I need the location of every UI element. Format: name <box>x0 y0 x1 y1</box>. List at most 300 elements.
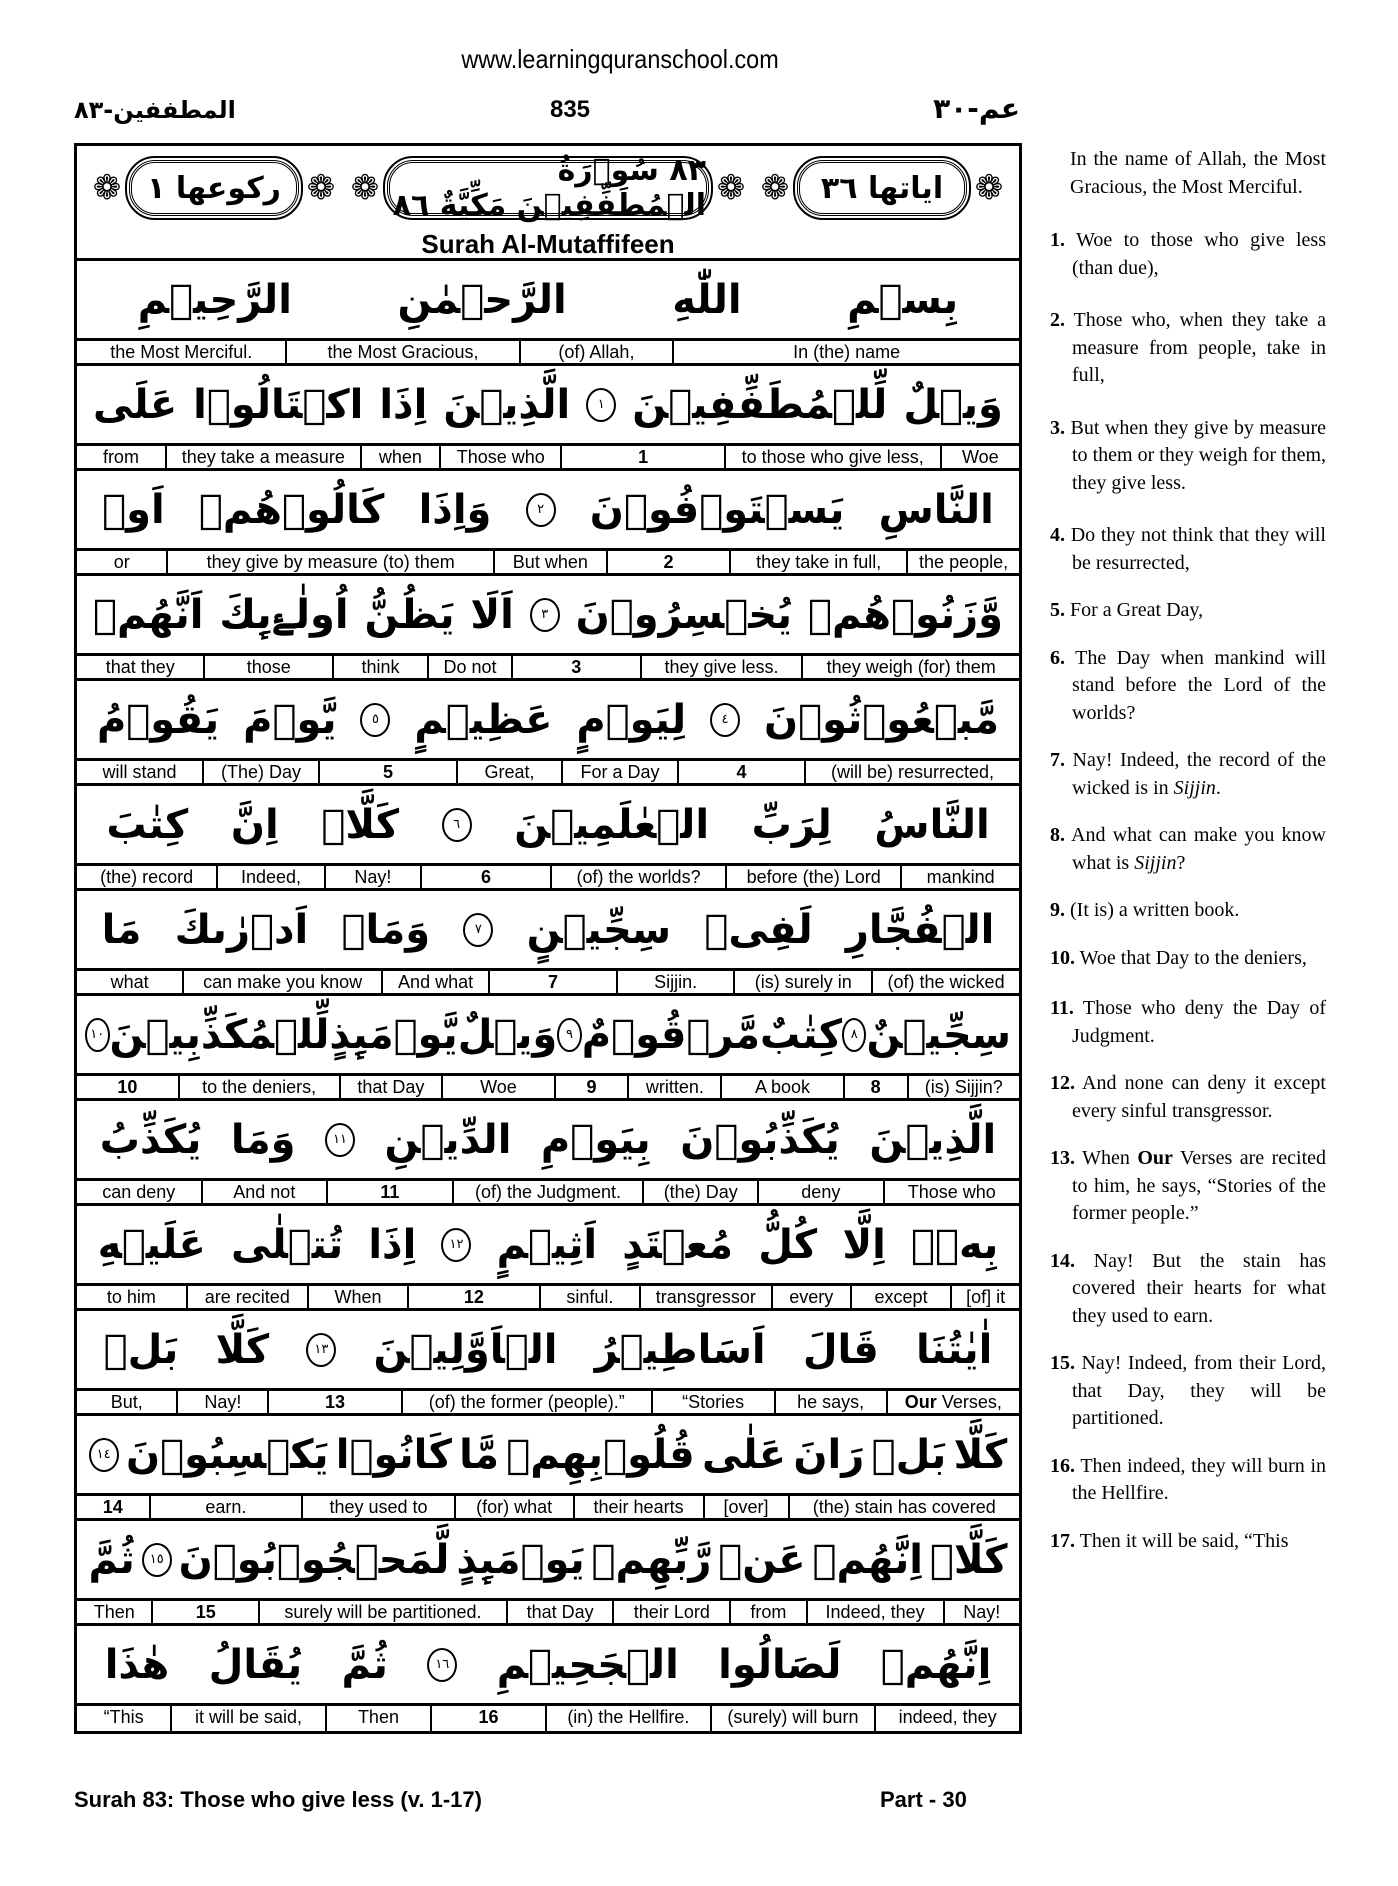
verse-translation <box>1050 597 1326 625</box>
arabic-word: وَمَاۤ <box>341 906 431 953</box>
arabic-word: كَلَّا <box>953 1431 1008 1478</box>
arabic-word: لِرَبِّ <box>751 801 832 848</box>
word-translation-cell: But when <box>493 551 606 573</box>
arabic-word: الۡجَحِيۡمِ <box>496 1641 679 1688</box>
verse-number: 16. <box>1050 1454 1075 1477</box>
word-translation-cell: their hearts <box>573 1496 703 1518</box>
ayah-end-marker-icon: ١٥ <box>142 1543 172 1577</box>
word-translation-cell: that Day <box>339 1076 442 1098</box>
verse-number: 12. <box>1050 1072 1075 1094</box>
ayah-end-marker-icon: ١١ <box>325 1123 355 1157</box>
arabic-word: اٰيٰتُنَا <box>915 1326 993 1373</box>
word-translation-cell: surely will be partitioned. <box>258 1601 506 1623</box>
word-translation-cell: those <box>203 656 332 678</box>
verse-translation <box>1050 645 1326 728</box>
arabic-word: الۡاَوَّلِيۡنَ <box>373 1326 558 1373</box>
verse-text: In the name of Allah, the Most Gracious, the Most Merciful. <box>1070 148 1326 198</box>
word-translation-cell: transgressor <box>639 1286 771 1308</box>
word-translation-cell: (will be) resurrected, <box>804 761 1019 783</box>
arabic-word: عَلَيۡهِ <box>97 1221 206 1268</box>
verse-translation <box>1050 747 1326 802</box>
arabic-word: يُكَذِّبُوۡنَ <box>680 1116 840 1163</box>
arabic-word: بِيَوۡمِ <box>540 1116 651 1163</box>
verse-number-cell: 8 <box>843 1076 907 1098</box>
arabic-row <box>77 261 1019 341</box>
word-translation-cell: are recited <box>186 1286 307 1308</box>
arabic-word: يُكَذِّبُ <box>99 1116 202 1163</box>
word-translation-cell: can make you know <box>182 971 381 993</box>
word-translation-cell: Woe <box>940 446 1019 468</box>
word-translation-cell: And what <box>381 971 488 993</box>
arabic-word: كَلَّا <box>215 1326 270 1373</box>
word-translation-cell: Do not <box>427 656 511 678</box>
word-translation-cell: earn. <box>149 1496 302 1518</box>
translation-row <box>77 446 1019 471</box>
arabic-word: قَالَ <box>802 1326 879 1373</box>
word-translation-cell: Indeed, they <box>806 1601 943 1623</box>
verse-translation <box>1050 897 1326 925</box>
arabic-word: الَّذِيۡنَ <box>443 381 571 428</box>
word-translation-cell: they take a measure <box>165 446 360 468</box>
translation-row <box>77 1496 1019 1521</box>
word-translation-cell: when <box>360 446 439 468</box>
arabic-word: اِذَا <box>379 381 428 428</box>
arabic-word: كَالُوۡهُمۡ <box>198 486 385 533</box>
arabic-word: لَفِىۡ <box>704 906 813 953</box>
word-translation-cell <box>886 1391 1019 1413</box>
verse-translation <box>1050 1145 1326 1228</box>
arabic-word: يَوۡمَٮِٕذٍ <box>456 1536 585 1583</box>
verse-number-cell: 9 <box>554 1076 628 1098</box>
word-translation-cell: (of) the wicked <box>871 971 1019 993</box>
word-by-word-table <box>74 143 1022 1734</box>
arabic-row <box>77 1626 1019 1706</box>
ayah-end-marker-icon: ٢ <box>526 493 556 527</box>
arabic-row <box>77 681 1019 761</box>
word-translation-cell: Sijjin. <box>616 971 733 993</box>
translation-row <box>77 866 1019 891</box>
word-translation-cell: before (the) Lord <box>725 866 900 888</box>
word-translation-cell: (the) record <box>100 867 194 887</box>
ayah-end-marker-icon: ١٣ <box>306 1333 336 1367</box>
word-translation-cell: (is) surely in <box>733 971 871 993</box>
word-translation-cell: the people, <box>906 551 1019 573</box>
verse-number-cell: 12 <box>407 1286 539 1308</box>
word-translation-cell: (of) the Judgment. <box>452 1181 643 1203</box>
word-translation-cell: they take in full, <box>729 551 906 573</box>
arabic-word: اكۡتَالُوۡا <box>193 381 364 428</box>
word-translation-cell: their Lord <box>612 1601 729 1623</box>
arabic-word: اُولٰۓٮِٕكَ <box>219 591 349 638</box>
arabic-word: عَظِيۡمٍ <box>414 696 553 743</box>
ruku-cartouche <box>129 160 299 216</box>
arabic-row <box>77 471 1019 551</box>
word-translation-cell: “This <box>103 1707 144 1727</box>
floral-ornament-icon: ❁ <box>716 170 746 207</box>
word-translation-cell: Woe <box>441 1076 553 1098</box>
verse-translation <box>1050 1453 1326 1508</box>
word-translation-cell: from <box>729 1601 805 1623</box>
verse-translation <box>1050 1528 1326 1556</box>
verse-text: For a Great Day, <box>1070 599 1204 621</box>
arabic-word: وَيۡلٌ <box>457 1011 558 1058</box>
arabic-word: يُقَالُ <box>208 1641 303 1688</box>
arabic-word: كَانُوۡا <box>335 1431 452 1478</box>
arabic-word: بَلۡ <box>103 1326 179 1373</box>
word-translation-cell: (the) Day <box>642 1181 757 1203</box>
ayah-end-marker-icon: ١٤ <box>89 1438 119 1472</box>
arabic-word: يَظُنُّ <box>364 591 455 638</box>
word-translation-cell: (in) the Hellfire. <box>545 1706 710 1731</box>
arabic-word: لَصَالُوا <box>718 1641 842 1688</box>
translation-row <box>77 1286 1019 1311</box>
word-translation-cell: written. <box>627 1076 720 1098</box>
word-translation-cell: to the deniers, <box>178 1076 339 1098</box>
arabic-row <box>77 366 1019 446</box>
arabic-word: بَلۡ <box>871 1431 947 1478</box>
verse-number: 8. <box>1050 824 1065 846</box>
verse-text: Nay! Indeed, the record of the wicked is in Sijjin. <box>1072 749 1326 799</box>
verse-text: But when they give by measure to them or they weigh for them, they give less. <box>1070 416 1326 494</box>
arabic-word: اَسَاطِيۡرُ <box>594 1326 766 1373</box>
arabic-word: رَّبِّهِمۡ <box>591 1536 712 1583</box>
verse-text: Woe to those who give less (than due), <box>1072 229 1327 279</box>
arabic-word: اِنَّ <box>230 801 279 848</box>
arabic-word: يَسۡتَوۡفُوۡنَ <box>589 486 845 533</box>
arabic-word: مَّا <box>459 1431 499 1478</box>
word-translation-cell: deny <box>757 1181 883 1203</box>
verse-number-cell: 13 <box>267 1391 400 1413</box>
verse-number: 15. <box>1050 1352 1075 1374</box>
basmala-translation <box>1050 146 1326 201</box>
verse-number: 1. <box>1050 229 1065 251</box>
translation-row <box>77 761 1019 786</box>
arabic-word: كَلَّاۤ <box>929 1536 1008 1583</box>
arabic-word: لِّلۡمُطَفِّفِيۡنَ <box>632 381 888 428</box>
word-translation-cell: from <box>102 447 139 467</box>
word-translation-cell: Indeed, <box>216 866 323 888</box>
arabic-word: الرَّحۡمٰنِ <box>397 276 567 323</box>
verse-text: And what can make you know what is Sijjin? <box>1071 824 1326 874</box>
verse-text: Do they not think that they will be resurrected, <box>1070 524 1326 574</box>
ayat-count: اياتها ٣٦ <box>820 170 944 206</box>
verse-number-cell: 2 <box>606 551 730 573</box>
verse-text: Then it will be said, “This <box>1079 1529 1289 1552</box>
verse-text: And none can deny it except every sinful transgressor. <box>1072 1072 1326 1122</box>
verse-translation <box>1050 1248 1326 1331</box>
arabic-word: سِجِّيۡنٌ <box>866 1011 1011 1058</box>
translation-row <box>77 1601 1019 1626</box>
arabic-word: اَنَّهُمۡ <box>92 591 204 638</box>
arabic-word: الرَّحِيۡمِ <box>137 276 292 323</box>
word-translation-cell: they weigh (for) them <box>801 656 1019 678</box>
verse-number: 17. <box>1050 1529 1075 1552</box>
verse-translation <box>1050 822 1326 877</box>
word-translation-cell: Nay! <box>943 1601 1019 1623</box>
arabic-word: وَّزَنُوۡهُمۡ <box>807 591 1004 638</box>
word-translation-cell: But, <box>110 1392 143 1412</box>
arabic-word: اِنَّهُمۡ <box>880 1641 992 1688</box>
arabic-word: اِلَّا <box>842 1221 886 1268</box>
verse-number-cell: 6 <box>420 866 550 888</box>
verse-number-cell: 1 <box>560 446 723 468</box>
arabic-word: عَلٰى <box>701 1431 787 1478</box>
word-translation-cell: Great, <box>456 761 561 783</box>
arabic-word: اَثِيۡمٍ <box>496 1221 598 1268</box>
surah-arabic-header: المطففين-٨٣ <box>74 96 236 124</box>
word-translation-cell: except <box>850 1286 950 1308</box>
word-translation-cell: it will be said, <box>170 1706 325 1731</box>
verse-translation <box>1050 307 1326 390</box>
translation-row <box>77 656 1019 681</box>
arabic-word: يَّوۡمَٮِٕذٍ <box>329 1011 458 1058</box>
arabic-word: يَكۡسِبُوۡنَ <box>125 1431 329 1478</box>
ruku-count: ركوعها ١ <box>147 170 281 206</box>
word-translation-cell: they used to <box>301 1496 454 1518</box>
word-translation-cell: (for) what <box>454 1496 573 1518</box>
word-translation-cell: (of) Allah, <box>519 341 673 363</box>
word-translation-cell: he says, <box>774 1391 886 1413</box>
verse-number: 5. <box>1050 599 1065 621</box>
arabic-word: اَدۡرٰٮكَ <box>174 906 309 953</box>
word-translation-cell: A book <box>720 1076 842 1098</box>
word-translation-cell: (the) stain has covered <box>788 1496 1020 1518</box>
word-translation-cell: [of] it <box>950 1286 1019 1308</box>
verse-text: Those who deny the Day of Judgment. <box>1072 997 1326 1047</box>
verse-number: 11. <box>1050 997 1074 1019</box>
verse-number: 4. <box>1050 524 1065 546</box>
word-translation-cell: can deny <box>102 1182 176 1202</box>
word-translation-cell: the Most Gracious, <box>285 341 518 363</box>
floral-ornament-icon: ❁ <box>760 170 790 207</box>
word-translation-cell: (surely) will burn <box>710 1706 875 1731</box>
arabic-word: لِيَوۡمٍ <box>576 696 687 743</box>
verse-number-cell: 11 <box>326 1181 452 1203</box>
ayah-end-marker-icon: ٩ <box>557 1018 582 1052</box>
verse-translation <box>1050 415 1326 498</box>
verse-number-cell: 15 <box>151 1601 258 1623</box>
word-translation-cell: that they <box>105 657 175 677</box>
ayah-end-marker-icon: ٤ <box>710 703 740 737</box>
arabic-word: يَّوۡمَ <box>243 696 337 743</box>
word-translation-cell: [over] <box>703 1496 788 1518</box>
ayat-cartouche <box>797 160 967 216</box>
word-translation-cell: what <box>110 972 149 992</box>
ayah-end-marker-icon: ٦ <box>442 808 472 842</box>
arabic-word: عَلَى <box>93 381 178 428</box>
verse-number-cell: 7 <box>488 971 616 993</box>
arabic-word: ثُمَّ <box>341 1641 388 1688</box>
surah-title: Surah Al-Mutaffifeen <box>77 230 1019 261</box>
verse-translation <box>1050 945 1326 973</box>
verse-text: (It is) a written book. <box>1070 899 1240 921</box>
arabic-word: مَا <box>101 906 142 953</box>
arabic-word: الۡعٰلَمِيۡنَ <box>514 801 710 848</box>
word-translation-cell: Then <box>325 1706 430 1731</box>
word-translation-cell: Those who <box>439 446 560 468</box>
verse-number-cell: 10 <box>117 1077 138 1097</box>
word-translation-cell: to him <box>106 1287 156 1307</box>
verse-text: Nay! But the stain has covered their hearts for what they used to earn. <box>1072 1249 1327 1327</box>
verse-number: 9. <box>1050 899 1065 921</box>
arabic-word: تُتۡلٰى <box>231 1221 344 1268</box>
arabic-word: اَوۡ <box>102 486 165 533</box>
verse-translation <box>1050 1070 1326 1125</box>
arabic-word: وَيۡلٌ <box>903 381 1003 428</box>
page-number: 835 <box>549 96 591 123</box>
verse-number: 7. <box>1050 749 1065 771</box>
arabic-word: وَمَا <box>230 1116 296 1163</box>
surah-name-cartouche <box>387 153 709 223</box>
verse-number-cell: 14 <box>102 1497 123 1517</box>
translation-row <box>77 341 1019 366</box>
verse-text: Nay! Indeed, from their Lord, that Day, they will be partitioned. <box>1072 1352 1326 1429</box>
arabic-word: سِجِّيۡنٍ <box>526 906 672 953</box>
verse-number-cell: 4 <box>677 761 804 783</box>
floral-ornament-icon: ❁ <box>350 170 380 207</box>
website-url: www.learningquranschool.com <box>461 44 779 74</box>
verse-blocks <box>77 261 1019 1731</box>
surah-name-arabic: ٨٣ سُوۡرَةُ الۡمُطَفِّفِيۡنَ مَكِّيَّةٌ ٨٦ <box>392 153 706 223</box>
ayah-end-marker-icon: ١ <box>586 388 616 422</box>
verse-number: 13. <box>1050 1147 1075 1169</box>
ayah-end-marker-icon: ٨ <box>842 1018 867 1052</box>
arabic-row <box>77 1311 1019 1391</box>
arabic-word: ثُمَّ <box>88 1536 135 1583</box>
word-translation-cell: And not <box>201 1181 327 1203</box>
arabic-word: يَقُوۡمُ <box>96 696 220 743</box>
word-translation-cell: that Day <box>506 1601 613 1623</box>
emphasis-word: Our <box>904 1392 937 1412</box>
word-translation-cell: sinful. <box>539 1286 639 1308</box>
arabic-word: قُلُوۡبِهِمۡ <box>506 1431 695 1478</box>
arabic-row <box>77 891 1019 971</box>
arabic-row <box>77 1101 1019 1181</box>
word-translation-cell: (is) Sijjin? <box>907 1076 1019 1098</box>
translation-row <box>77 1391 1019 1416</box>
word-translation-cell: (The) Day <box>202 761 318 783</box>
arabic-word: كِتٰبَ <box>106 801 189 848</box>
arabic-word: عَنۡ <box>718 1536 806 1583</box>
arabic-word: اللّٰهِ <box>672 276 742 323</box>
arabic-word: الدِّيۡنِ <box>384 1116 512 1163</box>
arabic-word: مَّبۡعُوۡثُوۡنَ <box>763 696 999 743</box>
arabic-word: يُخۡسِرُوۡنَ <box>575 591 793 638</box>
arabic-row <box>77 1206 1019 1286</box>
arabic-word: بِهٖۤ <box>911 1221 999 1268</box>
verse-translation <box>1050 1350 1326 1433</box>
arabic-word: مُعۡتَدٍ <box>622 1221 734 1268</box>
arabic-word: لِّلۡمُكَذِّبِيۡنَ <box>109 1011 330 1058</box>
word-translation-cell: (of) the former (people).” <box>401 1391 651 1413</box>
word-translation-cell: they give by measure (to) them <box>166 551 492 573</box>
verse-number: 2. <box>1050 309 1065 331</box>
arabic-word: كَلَّاۤ <box>321 801 399 848</box>
arabic-row <box>77 1416 1019 1496</box>
verse-text: Then indeed, they will burn in the Hellfire. <box>1072 1454 1327 1504</box>
word-translation-cell: to those who give less, <box>724 446 940 468</box>
verse-text: The Day when mankind will stand before the Lord of the worlds? <box>1072 646 1327 724</box>
arabic-word: بِسۡمِ <box>847 276 959 323</box>
word-translation-cell: will stand <box>102 762 177 782</box>
word-translation-cell: every <box>771 1286 850 1308</box>
ayah-end-marker-icon: ٣ <box>530 598 560 632</box>
juz-arabic-header: عم-٣٠ <box>933 92 1020 125</box>
ayah-end-marker-icon: ٥ <box>360 703 390 737</box>
word-translation-cell: mankind <box>900 866 1019 888</box>
arabic-row <box>77 786 1019 866</box>
translation-row <box>77 1076 1019 1101</box>
word-translation-cell: Nay! <box>176 1391 267 1413</box>
ayah-end-marker-icon: ١٢ <box>441 1228 471 1262</box>
word-translation-cell: indeed, they <box>874 1706 1019 1731</box>
arabic-word: اَلَا <box>470 591 514 638</box>
verse-number-cell: 5 <box>318 761 456 783</box>
arabic-word: كِتٰبٌ <box>760 1011 842 1058</box>
verse-number: 6. <box>1050 646 1065 669</box>
word-translation-text: Verses, <box>936 1392 1002 1412</box>
verse-number: 3. <box>1050 416 1065 439</box>
arabic-word: الَّذِيۡنَ <box>869 1116 997 1163</box>
word-translation-cell: (of) the worlds? <box>550 866 725 888</box>
translation-row <box>77 1181 1019 1206</box>
floral-ornament-icon: ❁ <box>974 170 1004 207</box>
arabic-word: كُلُّ <box>758 1221 818 1268</box>
arabic-word: لَّمَحۡجُوۡبُوۡنَ <box>178 1536 450 1583</box>
arabic-word: مَّرۡقُوۡمٌ <box>581 1011 761 1058</box>
word-translation-cell: Those who <box>883 1181 1019 1203</box>
arabic-row <box>77 576 1019 656</box>
word-translation-cell: the Most Merciful. <box>110 342 253 362</box>
verse-translation <box>1050 522 1326 577</box>
floral-ornament-icon: ❁ <box>92 170 122 207</box>
arabic-word: اِنَّهُمۡ <box>812 1536 923 1583</box>
arabic-word: النَّاسِ <box>878 486 994 533</box>
ayah-end-marker-icon: ٧ <box>463 913 493 947</box>
footer-part: Part - 30 <box>880 1787 967 1812</box>
verse-number-cell: 16 <box>430 1706 545 1731</box>
surah-banner <box>77 146 1019 230</box>
verse-text: When Our Verses are recited to him, he says, “Stories of the former people.” <box>1072 1147 1327 1224</box>
word-translation-cell: “Stories <box>651 1391 774 1413</box>
arabic-row <box>77 1521 1019 1601</box>
arabic-word: هٰذَا <box>104 1641 170 1688</box>
verse-number: 14. <box>1050 1249 1075 1272</box>
word-translation-cell: think <box>332 656 427 678</box>
word-translation-cell: When <box>307 1286 407 1308</box>
ayah-end-marker-icon: ١٦ <box>427 1648 457 1682</box>
arabic-word: وَاِذَا <box>418 486 492 533</box>
verse-translation <box>1050 995 1326 1050</box>
verse-number-cell: 3 <box>511 656 640 678</box>
verse-text: Those who, when they take a measure from people, take in full, <box>1072 309 1327 386</box>
arabic-word: اِذَا <box>368 1221 417 1268</box>
word-translation-cell: Then <box>93 1602 135 1622</box>
word-translation-cell: For a Day <box>561 761 677 783</box>
translation-row <box>77 971 1019 996</box>
footer-surah-info: Surah 83: Those who give less (v. 1-17) <box>74 1787 482 1812</box>
word-translation-cell: they give less. <box>640 656 802 678</box>
arabic-word: النَّاسُ <box>874 801 990 848</box>
word-translation-cell: In (the) name <box>672 341 1019 363</box>
arabic-word: الۡفُجَّارِ <box>845 906 995 953</box>
floral-ornament-icon: ❁ <box>306 170 336 207</box>
word-translation-cell: Nay! <box>324 866 420 888</box>
word-translation-cell: or <box>113 552 130 572</box>
verse-number: 10. <box>1050 946 1075 969</box>
arabic-row <box>77 996 1019 1076</box>
ayah-end-marker-icon: ١٠ <box>85 1018 110 1052</box>
